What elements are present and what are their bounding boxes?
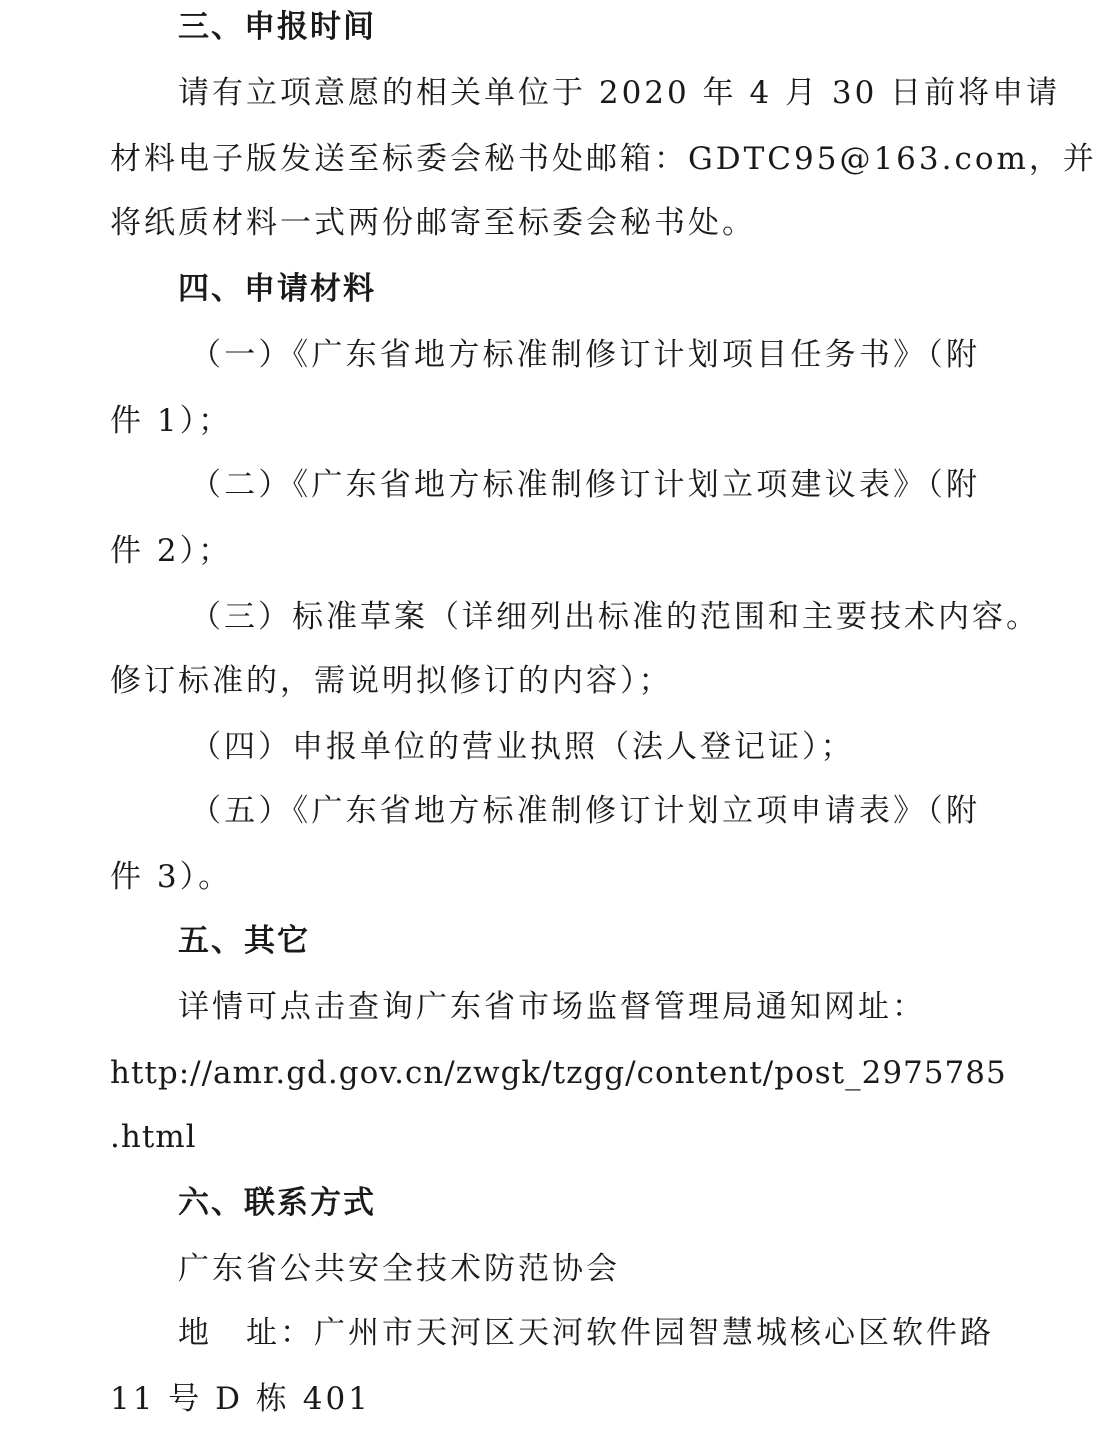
list-item-line: （三）标准草案（详细列出标准的范围和主要技术内容。 xyxy=(190,599,1040,635)
list-item-line: （一）《广东省地方标准制修订计划项目任务书》（附 xyxy=(190,337,980,373)
section-heading-application-materials: 四、申请材料 xyxy=(178,271,376,307)
notice-url-line[interactable]: http://amr.gd.gov.cn/zwgk/tzgg/content/post_2975785 xyxy=(110,1055,1007,1091)
list-item-line: 修订标准的，需说明拟修订的内容）； xyxy=(110,663,673,699)
notice-url-line[interactable]: .html xyxy=(110,1119,197,1155)
section-heading-contact: 六、联系方式 xyxy=(178,1185,376,1221)
paragraph-line: 将纸质材料一式两份邮寄至标委会秘书处。 xyxy=(110,205,756,241)
list-item-line: （五）《广东省地方标准制修订计划立项申请表》（附 xyxy=(190,793,980,829)
list-item-line: 件 1）； xyxy=(110,403,233,439)
address-line: 11 号 D 栋 401 xyxy=(110,1381,371,1417)
list-item-line: 件 3）。 xyxy=(110,859,233,895)
paragraph-line: 材料电子版发送至标委会秘书处邮箱：GDTC95@163.com，并 xyxy=(110,141,1097,177)
section-heading-application-time: 三、申报时间 xyxy=(178,9,376,45)
paragraph-line: 详情可点击查询广东省市场监督管理局通知网址： xyxy=(178,989,926,1025)
address-line: 地 址：广州市天河区天河软件园智慧城核心区软件路 xyxy=(178,1315,994,1351)
section-heading-other: 五、其它 xyxy=(178,923,310,959)
paragraph-line: 请有立项意愿的相关单位于 2020 年 4 月 30 日前将申请 xyxy=(178,75,1061,111)
list-item-line: 件 2）； xyxy=(110,533,233,569)
list-item-line: （四）申报单位的营业执照（法人登记证）； xyxy=(190,729,855,765)
list-item-line: （二）《广东省地方标准制修订计划立项建议表》（附 xyxy=(190,467,980,503)
organization-name: 广东省公共安全技术防范协会 xyxy=(178,1251,620,1287)
